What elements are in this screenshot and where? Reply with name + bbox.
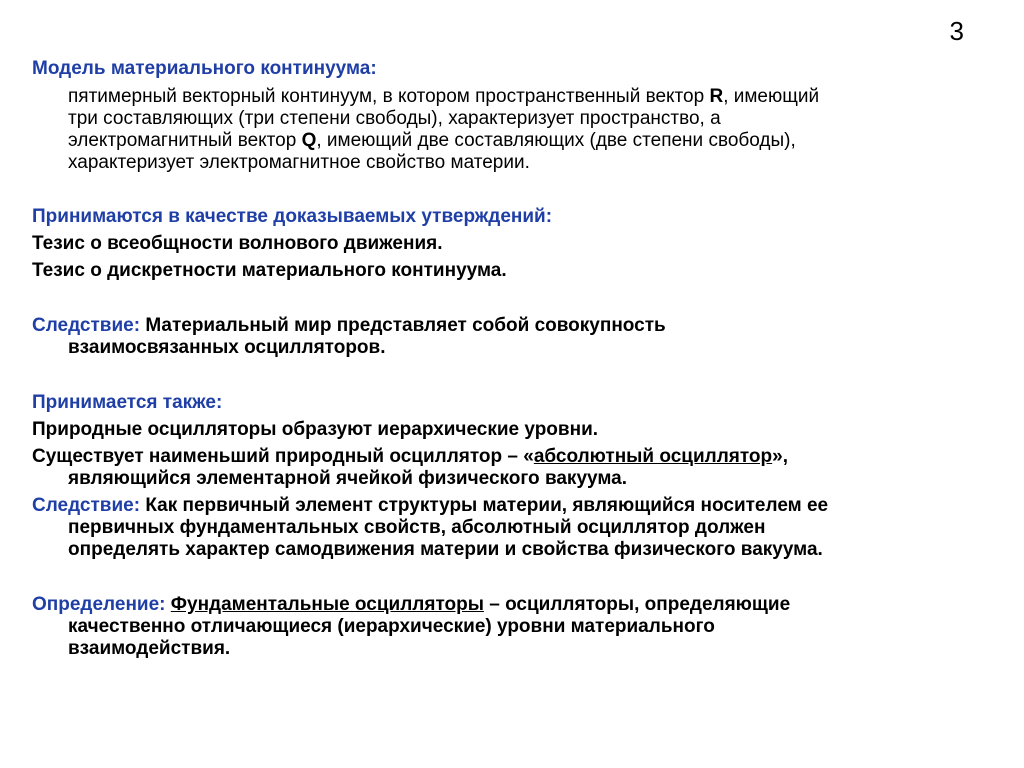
model-line-4-text: характеризует электромагнитное свойство материи. bbox=[68, 152, 530, 173]
vector-r: R bbox=[709, 86, 724, 107]
model-heading: Модель материального континуума: bbox=[32, 58, 377, 79]
corollary-2-text-1: Как первичный элемент структуры материи, являющийся носителем ее bbox=[140, 495, 829, 516]
definition-line-1 bbox=[32, 594, 790, 616]
model-line-2 bbox=[68, 108, 721, 130]
corollary-1-label: Следствие: bbox=[32, 315, 141, 336]
model-line-1-text-b: , имеющий bbox=[723, 86, 820, 107]
corollary-1-line-2: взаимосвязанных осцилляторов. bbox=[68, 337, 386, 358]
model-line-3 bbox=[68, 130, 796, 152]
also-line-2 bbox=[32, 446, 788, 468]
vector-q: Q bbox=[301, 130, 317, 151]
corollary-2-label: Следствие: bbox=[32, 495, 141, 516]
model-line-3-text-a: электромагнитный вектор bbox=[68, 130, 302, 151]
also-line-3: являющийся элементарной ячейкой физического вакуума. bbox=[68, 468, 627, 489]
accepted-heading: Принимаются в качестве доказываемых утверждений: bbox=[32, 206, 553, 227]
model-line-1 bbox=[68, 86, 819, 108]
also-line-2-pre: Существует наименьший природный осциллятор – « bbox=[32, 446, 534, 467]
corollary-2-line-3: определять характер самодвижения материи и свойства физического вакуума. bbox=[68, 539, 823, 560]
definition-line-3: взаимодействия. bbox=[68, 638, 231, 659]
corollary-1-line-1 bbox=[32, 315, 666, 337]
definition-label: Определение: bbox=[32, 594, 166, 615]
also-line-1: Природные осцилляторы образуют иерархические уровни. bbox=[32, 419, 599, 440]
corollary-2-line-2: первичных фундаментальных свойств, абсолютный осциллятор должен bbox=[68, 517, 766, 538]
absolute-oscillator-term: абсолютный осциллятор bbox=[533, 446, 773, 467]
slide-number: 3 bbox=[949, 16, 964, 46]
thesis-2: Тезис о дискретности материального континуума. bbox=[32, 260, 507, 281]
definition-text-1: – осцилляторы, определяющие bbox=[483, 594, 791, 615]
model-line-2-text: три составляющих (три степени свободы), характеризует пространство, а bbox=[68, 108, 721, 129]
thesis-1: Тезис о всеобщности волнового движения. bbox=[32, 233, 443, 254]
model-line-4 bbox=[68, 152, 530, 174]
also-heading: Принимается также: bbox=[32, 392, 223, 413]
also-line-2-post: », bbox=[772, 446, 789, 467]
fundamental-oscillators-term: Фундаментальные осцилляторы bbox=[170, 594, 484, 615]
model-line-1-text-a: пятимерный векторный континуум, в котором пространственный вектор bbox=[68, 86, 710, 107]
definition-line-2: качественно отличающиеся (иерархические) уровни материального bbox=[68, 616, 715, 637]
corollary-1-text-1: Материальный мир представляет собой совокупность bbox=[140, 315, 666, 336]
corollary-2-line-1 bbox=[32, 495, 828, 517]
model-line-3-text-b: , имеющий две составляющих (две степени свободы), bbox=[316, 130, 796, 151]
